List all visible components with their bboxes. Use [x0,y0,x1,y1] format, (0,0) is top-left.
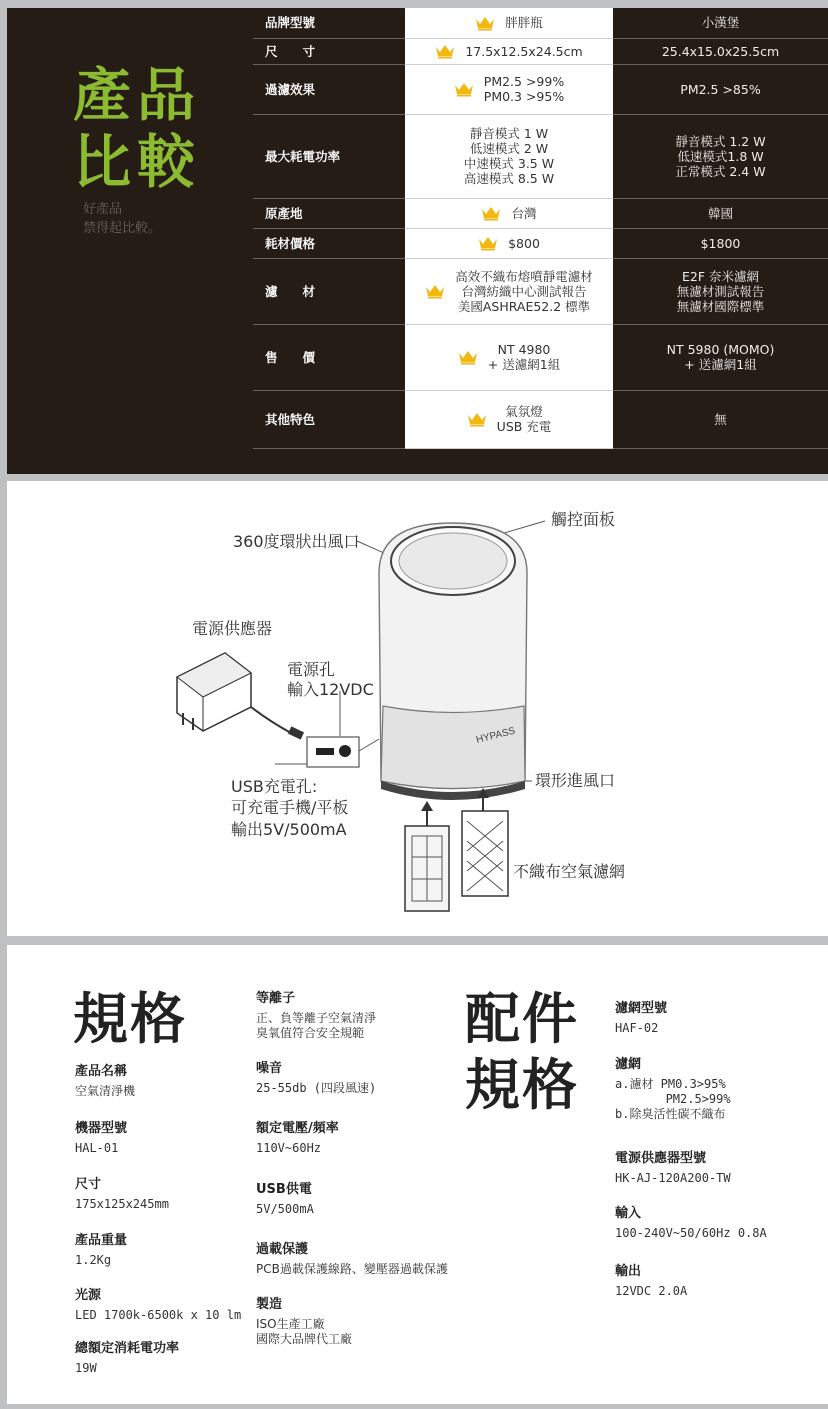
intake-label: 環形進風口 [535,771,616,790]
row-label: 售 價 [253,324,405,390]
competitor-value-line: $1800 [700,235,741,251]
comparison-panel [7,8,828,474]
product-value-line: USB 充電 [496,419,552,434]
row-label: 其他特色 [253,390,405,448]
spec-item [75,1063,135,1099]
competitor-value-line: NT 5980 (MOMO) [666,342,775,357]
dc-plug-icon [288,726,304,739]
spec-value: 175x125x245mm [75,1197,169,1211]
spec-value: a.濾材 PM0.3>95% PM2.5>99% b.除臭活性碳不織布 [615,1077,731,1121]
product-value-line: 台灣紡織中心測試報告 [461,283,587,299]
tagline-line2: 禁得起比較。 [83,221,162,236]
competitor-value-cell [613,228,828,258]
spec-label: 濾網 [615,1057,642,1072]
adapter-cable [251,707,291,733]
product-value-line: PM0.3 >95% [483,89,565,104]
purifier-lower-body [381,706,525,789]
crown-icon [425,283,445,299]
spec-item [615,1205,767,1241]
spec-label: 尺寸 [75,1177,102,1192]
spec-value: 5V/500mA [256,1202,314,1216]
competitor-value-line: 無濾材國際標準 [676,298,765,314]
row-label: 原產地 [253,198,405,228]
power-hole-label-1: 電源孔 [287,660,336,679]
comparison-row [253,228,828,258]
product-value-line: 台灣 [511,205,537,221]
spec-item [256,990,376,1041]
row-label: 過濾效果 [253,64,405,114]
product-value-line: 低速模式 2 W [469,141,549,156]
spec-value: 25-55db (四段風速) [256,1081,377,1095]
comparison-row [253,8,828,38]
tagline-line1: 好產品 [83,202,123,217]
crown-icon [475,15,495,31]
accessory-title-line1: 配件 [465,987,580,1051]
spec-label: 光源 [75,1288,102,1303]
product-value-cell [405,38,613,64]
spec-label: 噪音 [256,1061,283,1076]
comparison-row [253,114,828,198]
spec-item [256,1241,448,1277]
filter-mesh-icon [462,811,508,896]
spec-label: 產品名稱 [75,1064,128,1079]
crown-icon [478,235,498,251]
spec-value: 19W [75,1361,97,1375]
specs-panel [7,945,828,1404]
product-value-cell [405,198,613,228]
spec-item [256,1296,352,1347]
usb-label-2: 可充電手機/平板 [231,798,349,817]
row-label: 濾 材 [253,258,405,324]
spec-label: 機器型號 [75,1121,128,1136]
usb-port-icon [316,748,334,755]
spec-item [256,1060,376,1096]
spec-value: 110V~60Hz [256,1141,322,1155]
compare-title-line2: 比較 [73,128,202,196]
spec-value: ISO生產工廠 國際大品牌代工廠 [256,1317,353,1346]
crown-icon [435,43,455,59]
product-value-cell [405,258,613,324]
competitor-value-line: PM2.5 >85% [680,81,761,97]
specs-title: 規格 [73,987,188,1051]
product-value-cell [405,8,613,38]
adapter-label: 電源供應器 [192,619,273,638]
spec-value: 12VDC 2.0A [615,1284,688,1298]
spec-label: 過載保護 [256,1242,309,1257]
competitor-value-line: + 送濾網1組 [684,357,757,372]
competitor-value-cell [613,258,828,324]
spec-label: 電源供應器型號 [615,1151,707,1166]
comparison-row [253,38,828,64]
spec-item [256,1120,339,1156]
spec-label: 製造 [256,1297,283,1312]
spec-label: 產品重量 [75,1233,128,1248]
spec-item [75,1176,169,1212]
spec-label: 輸入 [615,1206,642,1221]
usb-label-3: 輸出5V/500mA [231,820,347,839]
spec-item [75,1287,241,1323]
comparison-row [253,258,828,324]
product-value-line: NT 4980 [497,342,551,357]
spec-label: USB供電 [256,1182,312,1197]
product-value-line: 氣氛燈 [505,404,543,419]
competitor-value-line: 韓國 [707,205,733,221]
comparison-row [253,64,828,114]
competitor-value-line: E2F 奈米濾網 [681,268,759,284]
spec-label: 輸出 [615,1264,642,1279]
competitor-value-cell [613,38,828,64]
competitor-value-cell [613,324,828,390]
spec-label: 額定電壓/頻率 [256,1121,339,1136]
competitor-value-line: 小漢堡 [701,15,740,31]
spec-label: 總額定消耗電功率 [75,1341,180,1356]
outlet-label: 360度環狀出風口 [233,532,360,551]
product-value-line: 胖胖瓶 [505,15,543,31]
product-value-line: 高效不織布熔噴靜電濾材 [455,268,593,284]
row-label: 品牌型號 [253,8,405,38]
compare-title-line1: 產品 [73,61,202,129]
crown-icon [454,81,474,97]
competitor-value-cell [613,8,828,38]
spec-item [615,1263,687,1299]
row-label: 最大耗電功率 [253,114,405,198]
competitor-value-cell [613,390,828,448]
crown-icon [467,411,487,427]
competitor-value-cell [613,64,828,114]
product-value-cell [405,114,613,198]
competitor-value-line: 25.4x15.0x25.5cm [661,43,780,59]
product-value-line: 高速模式 8.5 W [463,171,555,186]
usb-label-1: USB充電孔: [231,777,318,796]
product-value-line: + 送濾網1組 [487,357,561,372]
spec-value: HAL-01 [75,1141,119,1155]
product-value-cell [405,390,613,448]
power-hole-label-2: 輸入12VDC [287,680,374,699]
competitor-value-line: 正常模式 2.4 W [675,163,766,179]
product-value-cell [405,324,613,390]
touch-panel-inner [399,533,507,589]
spec-value: 空氣清淨機 [75,1084,136,1098]
competitor-value-line: 無濾材測試報告 [676,283,765,299]
competitor-value-line: 無 [714,411,727,427]
competitor-value-cell [613,114,828,198]
purifier-diagram [7,481,828,936]
spec-item [615,1056,731,1122]
comparison-table [253,8,828,449]
spec-item [256,1181,314,1217]
product-value-line: $800 [508,235,540,251]
spec-value: HK-AJ-120A200-TW [615,1171,731,1185]
spec-value: 1.2Kg [75,1253,112,1267]
brand-logo: HYPASS [475,725,517,746]
comparison-row [253,324,828,390]
spec-item [615,1000,667,1036]
crown-icon [458,349,478,365]
product-value-line: 17.5x12.5x24.5cm [465,43,583,59]
spec-value: 100-240V~50/60Hz 0.8A [615,1226,767,1240]
competitor-value-line: 低速模式1.8 W [677,148,764,164]
accessory-title-line2: 規格 [465,1053,580,1117]
spec-value: LED 1700k-6500k x 10 lm [75,1308,242,1322]
spec-item [75,1232,127,1268]
touch-panel-label: 觸控面板 [551,510,616,529]
comparison-row [253,390,828,448]
product-value-cell [405,64,613,114]
power-jack-icon [339,745,351,757]
spec-value: 正、負等離子空氣清淨 臭氧值符合安全規範 [256,1011,377,1040]
product-value-cell [405,228,613,258]
spec-item [75,1340,179,1376]
row-label: 耗材價格 [253,228,405,258]
spec-value: PCB過載保護線路、變壓器過載保護 [256,1262,448,1276]
product-value-line: 中速模式 3.5 W [463,156,555,171]
spec-value: HAF-02 [615,1021,659,1035]
spec-label: 濾網型號 [615,1001,668,1016]
comparison-row [253,198,828,228]
competitor-value-cell [613,198,828,228]
product-value-line: 美國ASHRAE52.2 標準 [457,298,591,314]
filter-label: 不織布空氣濾網 [513,862,626,881]
competitor-value-line: 靜音模式 1.2 W [675,133,766,149]
product-diagram-panel [7,481,828,936]
spec-label: 等離子 [256,991,296,1006]
product-value-line: 靜音模式 1 W [469,126,549,141]
product-value-line: PM2.5 >99% [483,74,565,89]
spec-item [75,1120,127,1156]
crown-icon [481,205,501,221]
row-label: 尺 寸 [253,38,405,64]
spec-item [615,1150,731,1186]
